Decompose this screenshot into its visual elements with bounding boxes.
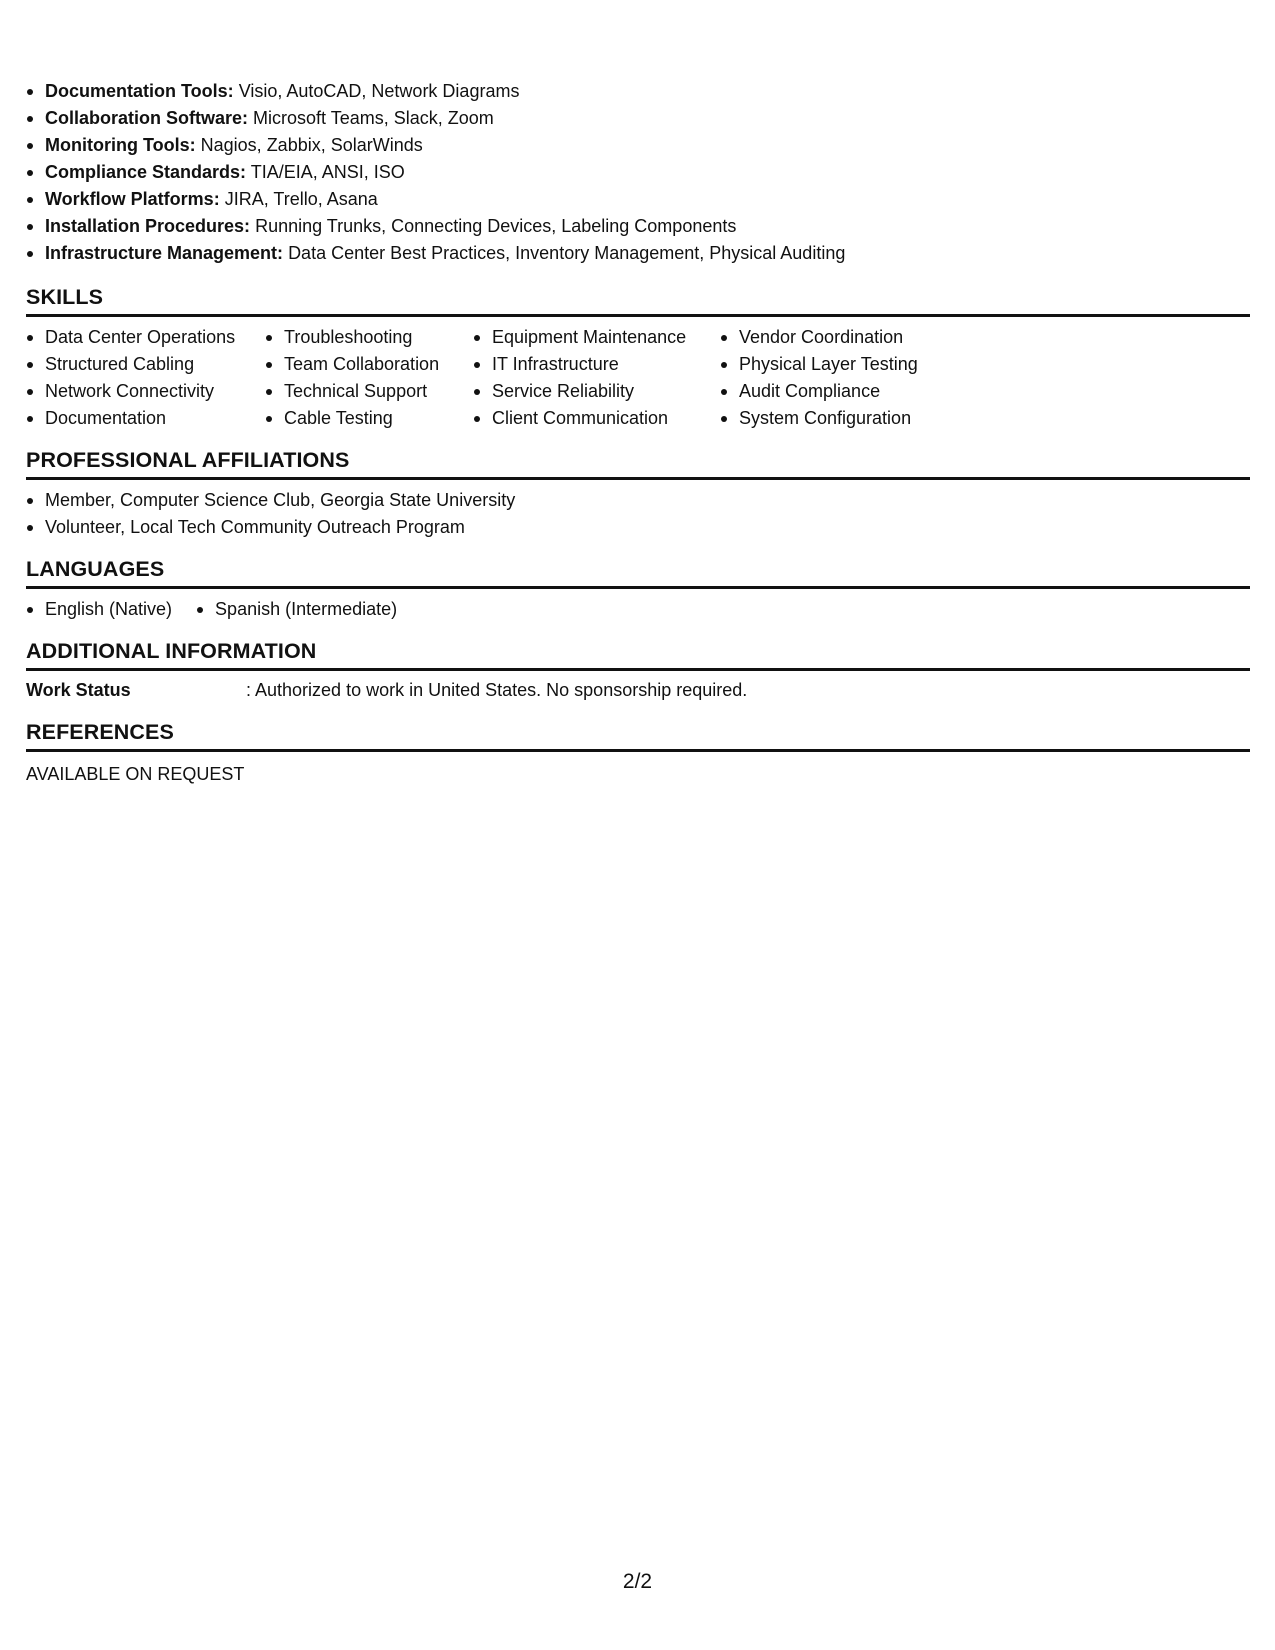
skills-heading: SKILLS	[26, 284, 1250, 317]
list-item	[26, 159, 1250, 186]
tool-value: Visio, AutoCAD, Network Diagrams	[238, 81, 520, 101]
language-item: Spanish (Intermediate)	[196, 596, 397, 623]
skill-item: Service Reliability	[473, 378, 720, 405]
skills-column	[720, 324, 980, 432]
tool-label: Installation Procedures:	[45, 216, 251, 236]
affiliations-list	[26, 487, 1250, 541]
references-heading: REFERENCES	[26, 719, 1250, 752]
skill-item: Team Collaboration	[265, 351, 473, 378]
skill-item: Equipment Maintenance	[473, 324, 720, 351]
skill-item: Network Connectivity	[26, 378, 265, 405]
skill-item: Structured Cabling	[26, 351, 265, 378]
references-text: AVAILABLE ON REQUEST	[26, 764, 245, 784]
additional-info-heading: ADDITIONAL INFORMATION	[26, 638, 1250, 671]
tool-value: JIRA, Trello, Asana	[224, 189, 378, 209]
skill-item: IT Infrastructure	[473, 351, 720, 378]
work-status-row	[26, 677, 1250, 704]
tool-value: Data Center Best Practices, Inventory Management, Physical Auditing	[288, 243, 846, 263]
language-item: English (Native)	[26, 596, 172, 623]
list-item	[26, 213, 1250, 240]
tool-label: Compliance Standards:	[45, 162, 247, 182]
skill-item: Documentation	[26, 405, 265, 432]
tool-value: Running Trunks, Connecting Devices, Labeling Components	[255, 216, 737, 236]
list-item	[26, 132, 1250, 159]
tool-label: Collaboration Software:	[45, 108, 249, 128]
skill-item: Technical Support	[265, 378, 473, 405]
list-item	[26, 105, 1250, 132]
languages-list	[26, 596, 1250, 623]
skill-item: Client Communication	[473, 405, 720, 432]
affiliation-item: Volunteer, Local Tech Community Outreach Program	[26, 514, 1250, 541]
tool-value: Microsoft Teams, Slack, Zoom	[253, 108, 494, 128]
tool-value: Nagios, Zabbix, SolarWinds	[200, 135, 423, 155]
work-status-label: Work Status	[26, 680, 131, 700]
languages-heading: LANGUAGES	[26, 556, 1250, 589]
skills-column	[26, 324, 265, 432]
tool-label: Monitoring Tools:	[45, 135, 196, 155]
tool-label: Documentation Tools:	[45, 81, 234, 101]
skill-item: Data Center Operations	[26, 324, 265, 351]
list-item	[26, 186, 1250, 213]
tool-label: Infrastructure Management:	[45, 243, 284, 263]
tools-list	[26, 78, 1250, 267]
skill-item: Vendor Coordination	[720, 324, 980, 351]
skill-item: Audit Compliance	[720, 378, 980, 405]
skill-item: Troubleshooting	[265, 324, 473, 351]
skills-column	[265, 324, 473, 432]
resume-page	[26, 78, 1250, 788]
page-number: 2/2	[622, 1570, 653, 1593]
affiliations-heading: PROFESSIONAL AFFILIATIONS	[26, 447, 1250, 480]
tool-value: TIA/EIA, ANSI, ISO	[250, 162, 405, 182]
skills-column	[473, 324, 720, 432]
affiliation-item: Member, Computer Science Club, Georgia State University	[26, 487, 1250, 514]
list-item	[26, 78, 1250, 105]
skill-item: Cable Testing	[265, 405, 473, 432]
tool-label: Workflow Platforms:	[45, 189, 220, 209]
list-item	[26, 240, 1250, 267]
skills-grid	[26, 324, 1250, 432]
skill-item: Physical Layer Testing	[720, 351, 980, 378]
skill-item: System Configuration	[720, 405, 980, 432]
work-status-value: : Authorized to work in United States. No sponsorship required.	[246, 680, 748, 700]
